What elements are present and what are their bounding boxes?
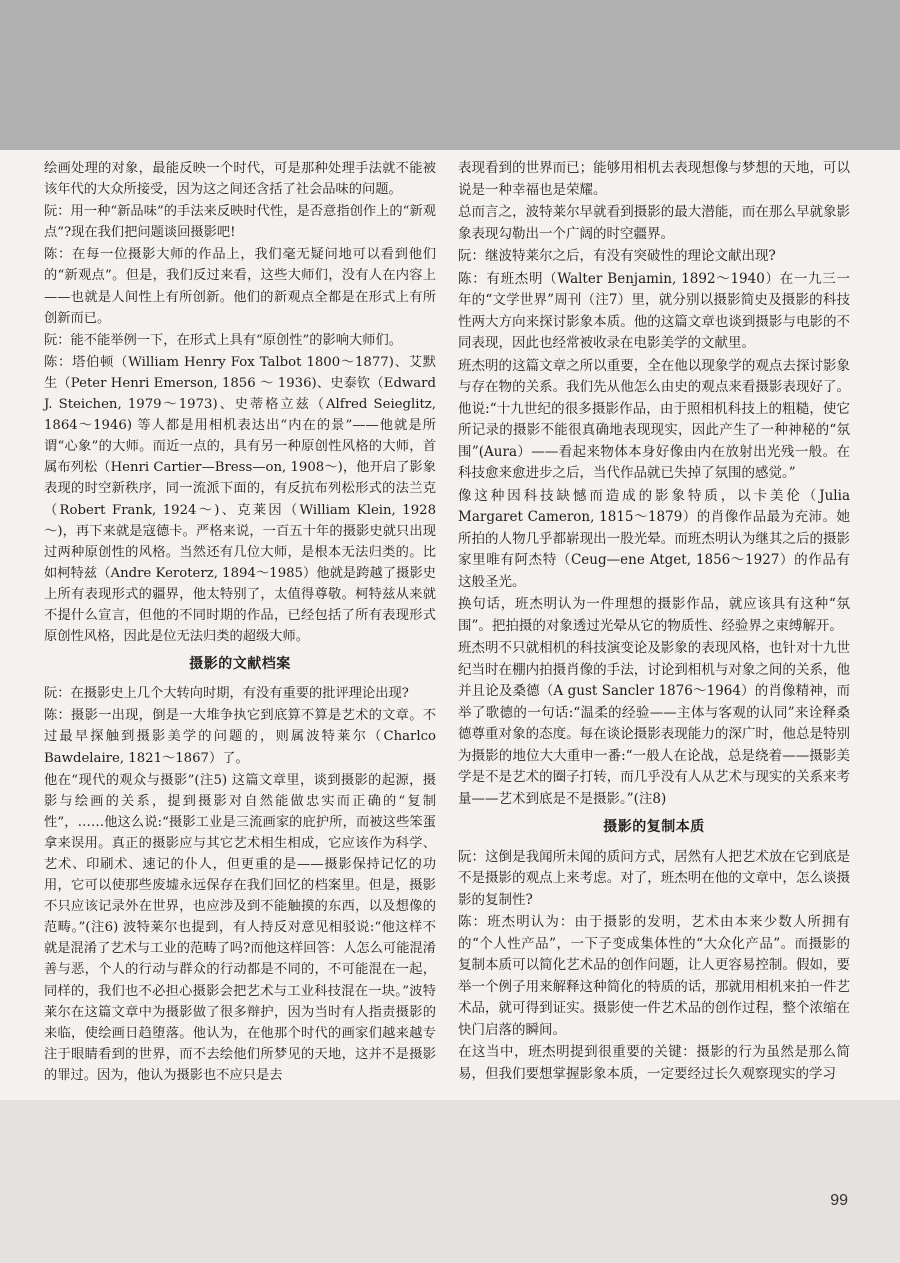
paragraph: 阮：这倒是我闻所未闻的质问方式，居然有人把艺术放在它到底是不是摄影的观点上来考虑。对了，班杰明在他的文章中，怎么谈摄影的复制性? (458, 848, 850, 908)
paragraph: 陈：班杰明认为：由于摄影的发明，艺术由本来少数人所拥有的“个人性产品”，一下子变成集体性的“大众化产品”。而摄影的复制本质可以简化艺术品的创作问题，让人更容易控制。假如，要举一个例子用来解释这种简化的特质的话，那就用相机来拍一件艺术品，就可得到证实。摄影使一件艺术品的创作过程，整个浓缩在快门启落的瞬间。 (458, 914, 850, 1038)
scanner-background-bottom (0, 1100, 900, 1263)
paragraph: 阮：用一种“新品味”的手法来反映时代性，是否意指创作上的“新观点”?现在我们把问题谈回摄影吧! (44, 204, 436, 241)
paragraph: 绘画处理的对象，最能反映一个时代，可是那种处理手法就不能被该年代的大众所接受，因为这之间还含括了社会品味的问题。 (44, 161, 436, 198)
right-column (458, 158, 850, 1086)
paragraph: 陈：有班杰明（Walter Benjamin, 1892～1940）在一九三一年的“文学世界”周刊（注7）里，就分别以摄影简史及摄影的科技性两大方向来探讨影象本质。他的这篇文章也谈到摄影与电影的不同表现，因此也经常被收录在电影美学的文献里。 (458, 270, 850, 351)
left-column (44, 158, 436, 1087)
page-number: 99 (830, 1192, 848, 1209)
paragraph: 总而言之，波特莱尔早就看到摄影的最大潜能，而在那么早就象影象表现勾勒出一个广阔的时空疆界。 (458, 204, 850, 242)
paragraph: 阮：继波特莱尔之后，有没有突破性的理论文献出现? (458, 248, 776, 264)
paragraph: 表现看到的世界而已；能够用相机去表现想像与梦想的天地，可以说是一种幸福也是荣耀。 (458, 160, 850, 198)
paragraph: 他在“现代的观众与摄影”(注5) 这篇文章里，谈到摄影的起源，摄影与绘画的关系，提到摄影对自然能做忠实而正确的“复制性”，……他这么说:“摄影工业是三流画家的庇护所，而被这些笨蛋拿来误用。真正的摄影应与其它艺术相生相成，它应该作为科学、艺术、印刷术、速记的仆人，但更重的是——摄影保持记忆的功用，它可以使那些废墟永远保存在我们回忆的档案里。但是，摄影不只应该记录外在世界，也应涉及到不能触摸的东西，以及想像的范畴。”(注6) 波特莱尔也提到，有人持反对意见相驳说:“他这样不就是混淆了艺术与工业的范畴了吗?而他这样回答：人怎么可能混淆善与恶，个人的行动与群众的行动都是不同的，不可能混在一起，同样的，我们也不必担心摄影会把艺术与工业科技混在一块。”波特莱尔在这篇文章中为摄影做了很多辩护，因为当时有人指责摄影的来临，使绘画日趋堕落。他认为，在他那个时代的画家们越来越专注于眼睛看到的世界，而不去绘他们所梦见的天地，这并不是摄影的罪过。因为，他认为摄影也不应只是去 (44, 772, 436, 1083)
paragraph: 陈：摄影一出现，倒是一大堆争执它到底算不算是艺术的文章。不过最早探触到摄影美学的问题的，则属波特莱尔（Charlco Bawdelaire, 1821～1867）了。 (44, 708, 436, 766)
paragraph: 班杰明不只就相机的科技演变论及影象的表现风格，也针对十九世纪当时在棚内拍摄肖像的手法，讨论到相机与对象之间的关系，他并且论及桑德（A gust Sancler 1876～1964）的肖像精神，而举了歌德的一句话:“温柔的经验——主体与客观的认同”来诠释桑德尊重对象的态度。每在谈论摄影表现能力的深广时，他总是特别为摄影的地位大大重申一番:“一般人在论战，总是绕着——摄影美学是不是艺术的圈子打转，而几乎没有人从艺术与现实的关系来考量——艺术到底是不是摄影。”(注8) (458, 640, 850, 807)
paragraph: 像这种因科技缺憾而造成的影象特质，以卡美伦（Julia Margaret Cameron, 1815～1879）的肖像作品最为充沛。她所拍的人物几乎都崭现出一股光晕。而班杰明认为继其之后的摄影家里唯有阿杰特（Ceug—ene Atget, 1856～1927）的作品有这般圣光。 (458, 487, 850, 590)
section-heading: 摄影的复制本质 (603, 819, 705, 835)
paragraph: 陈：塔伯顿（William Henry Fox Talbot 1800～1877)、艾默生（Peter Henri Emerson, 1856 ～ 1936)、史泰钦（Edward J. Steichen, 1979～1973)、史蒂格立兹（Alfred Seieglitz, 1864～1946) 等人都是用相机表达出“内在的景”——他就是所谓“心象”的大师。而近一点的，具有另一种原创性风格的大师，首属布列松（Henri Cartier—Bress—on, 1908～)，他开启了影象表现的时空新秩序，同一流派下面的，有反抗布列松形式的法兰克（Robert Frank, 1924～)、克莱因（William Klein, 1928～)，再下来就是寇德卡。严格来说，一百五十年的摄影史就只出现过两种原创性的风格。当然还有几位大师，是根本无法归类的。比如柯特兹（Andre Keroterz, 1894～1985）他就是跨越了摄影史上所有表现形式的疆界，他太特别了，太值得尊敬。柯特兹从来就不提什么宣言，但他的不同时期的作品，已经包括了所有表现形式原创性风格，因此是位无法归类的超级大师。 (44, 354, 436, 645)
section-heading: 摄影的文献档案 (189, 656, 291, 673)
scanner-background-top (0, 0, 900, 150)
paragraph: 换句话，班杰明认为一件理想的摄影作品，就应该具有这种“氛围”。把拍摄的对象透过光晕从它的物质性、经验界之束缚解开。 (458, 596, 850, 634)
paragraph: 阮：在摄影史上几个大转向时期，有没有重要的批评理论出现? (44, 686, 409, 702)
paragraph: 阮：能不能举例一下，在形式上具有“原创性”的影响大师们。 (44, 332, 403, 348)
paragraph: 陈：在每一位摄影大师的作品上，我们毫无疑问地可以看到他们的“新观点”。但是，我们反过来看，这些大师们，没有人在内容上——也就是人间性上有所创新。他们的新观点全都是在形式上有所创新而已。 (44, 247, 436, 326)
paragraph: 班杰明的这篇文章之所以重要，全在他以现象学的观点去探讨影象与存在物的关系。我们先从他怎么由史的观点来看摄影表现好了。他说:“十九世纪的很多摄影作品，由于照相机科技上的粗糙，使它所记录的摄影不能很真确地表现现实，因此产生了一种神秘的“氛围”(Aura）——看起来物体本身好像由内在放射出光残一般。在科技愈来愈进步之后，当代作品就已失掉了氛围的感觉。” (458, 357, 850, 481)
paragraph: 在这当中，班杰明提到很重要的关键：摄影的行为虽然是那么简易，但我们要想掌握影象本质，一定要经过长久观察现实的学习 (458, 1044, 850, 1082)
